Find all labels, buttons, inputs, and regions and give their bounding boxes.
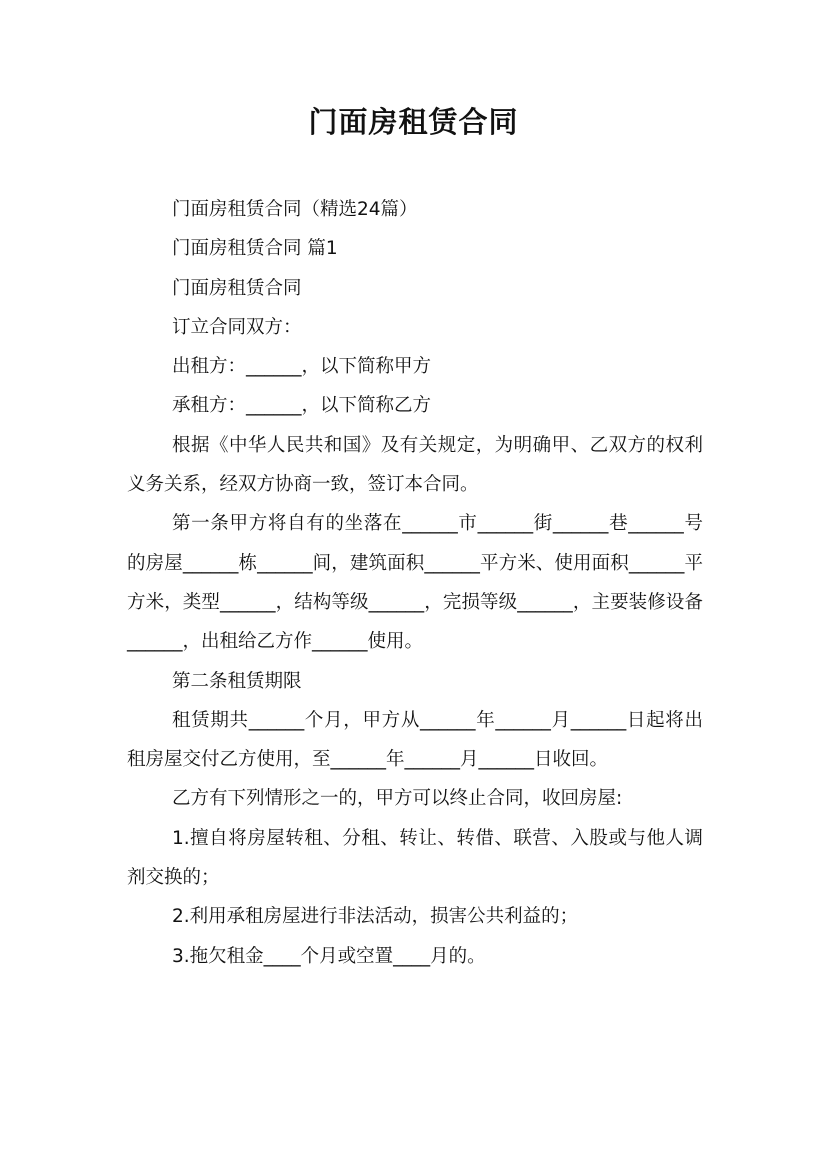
paragraph-preamble: 根据《中华人民共和国》及有关规定，为明确甲、乙双方的权利义务关系，经双方协商一致，签订本合同。 [127,434,703,496]
paragraph-lease-term: 租赁期共______个月，甲方从______年______月______日起将出租房屋交付乙方使用，至______年______月______日收回。 [127,709,703,771]
paragraph-section-heading: 门面房租赁合同 篇1 [172,238,338,260]
paragraph-article-2-heading: 第二条租赁期限 [172,670,302,692]
paragraph-parties-heading: 订立合同双方： [172,316,302,338]
paragraph-termination-intro: 乙方有下列情形之一的，甲方可以终止合同，收回房屋: [172,788,623,810]
paragraph-contract-name: 门面房租赁合同 [172,277,302,299]
paragraph-lessee: 承租方：______，以下简称乙方 [172,395,432,417]
paragraph-termination-item-3: 3.拖欠租金____个月或空置____月的。 [172,945,486,967]
paragraph-subtitle: 门面房租赁合同（精选24篇） [172,199,418,220]
document-body [127,190,703,976]
paragraph-termination-item-1: 1.擅自将房屋转租、分租、转让、转借、联营、入股或与他人调剂交换的； [127,827,703,889]
paragraph-termination-item-2: 2.利用承租房屋进行非法活动，损害公共利益的； [172,906,579,928]
paragraph-article-1: 第一条甲方将自有的坐落在______市______街______巷______号的房屋______栋______间，建筑面积______平方米、使用面积______平方米，类型______，结构等级______，完损等级______，主要装修设备______，出租给乙方作______使用。 [127,513,703,653]
paragraph-lessor: 出租方：______，以下简称甲方 [172,356,432,378]
document-title: 门面房租赁合同 [308,105,519,139]
